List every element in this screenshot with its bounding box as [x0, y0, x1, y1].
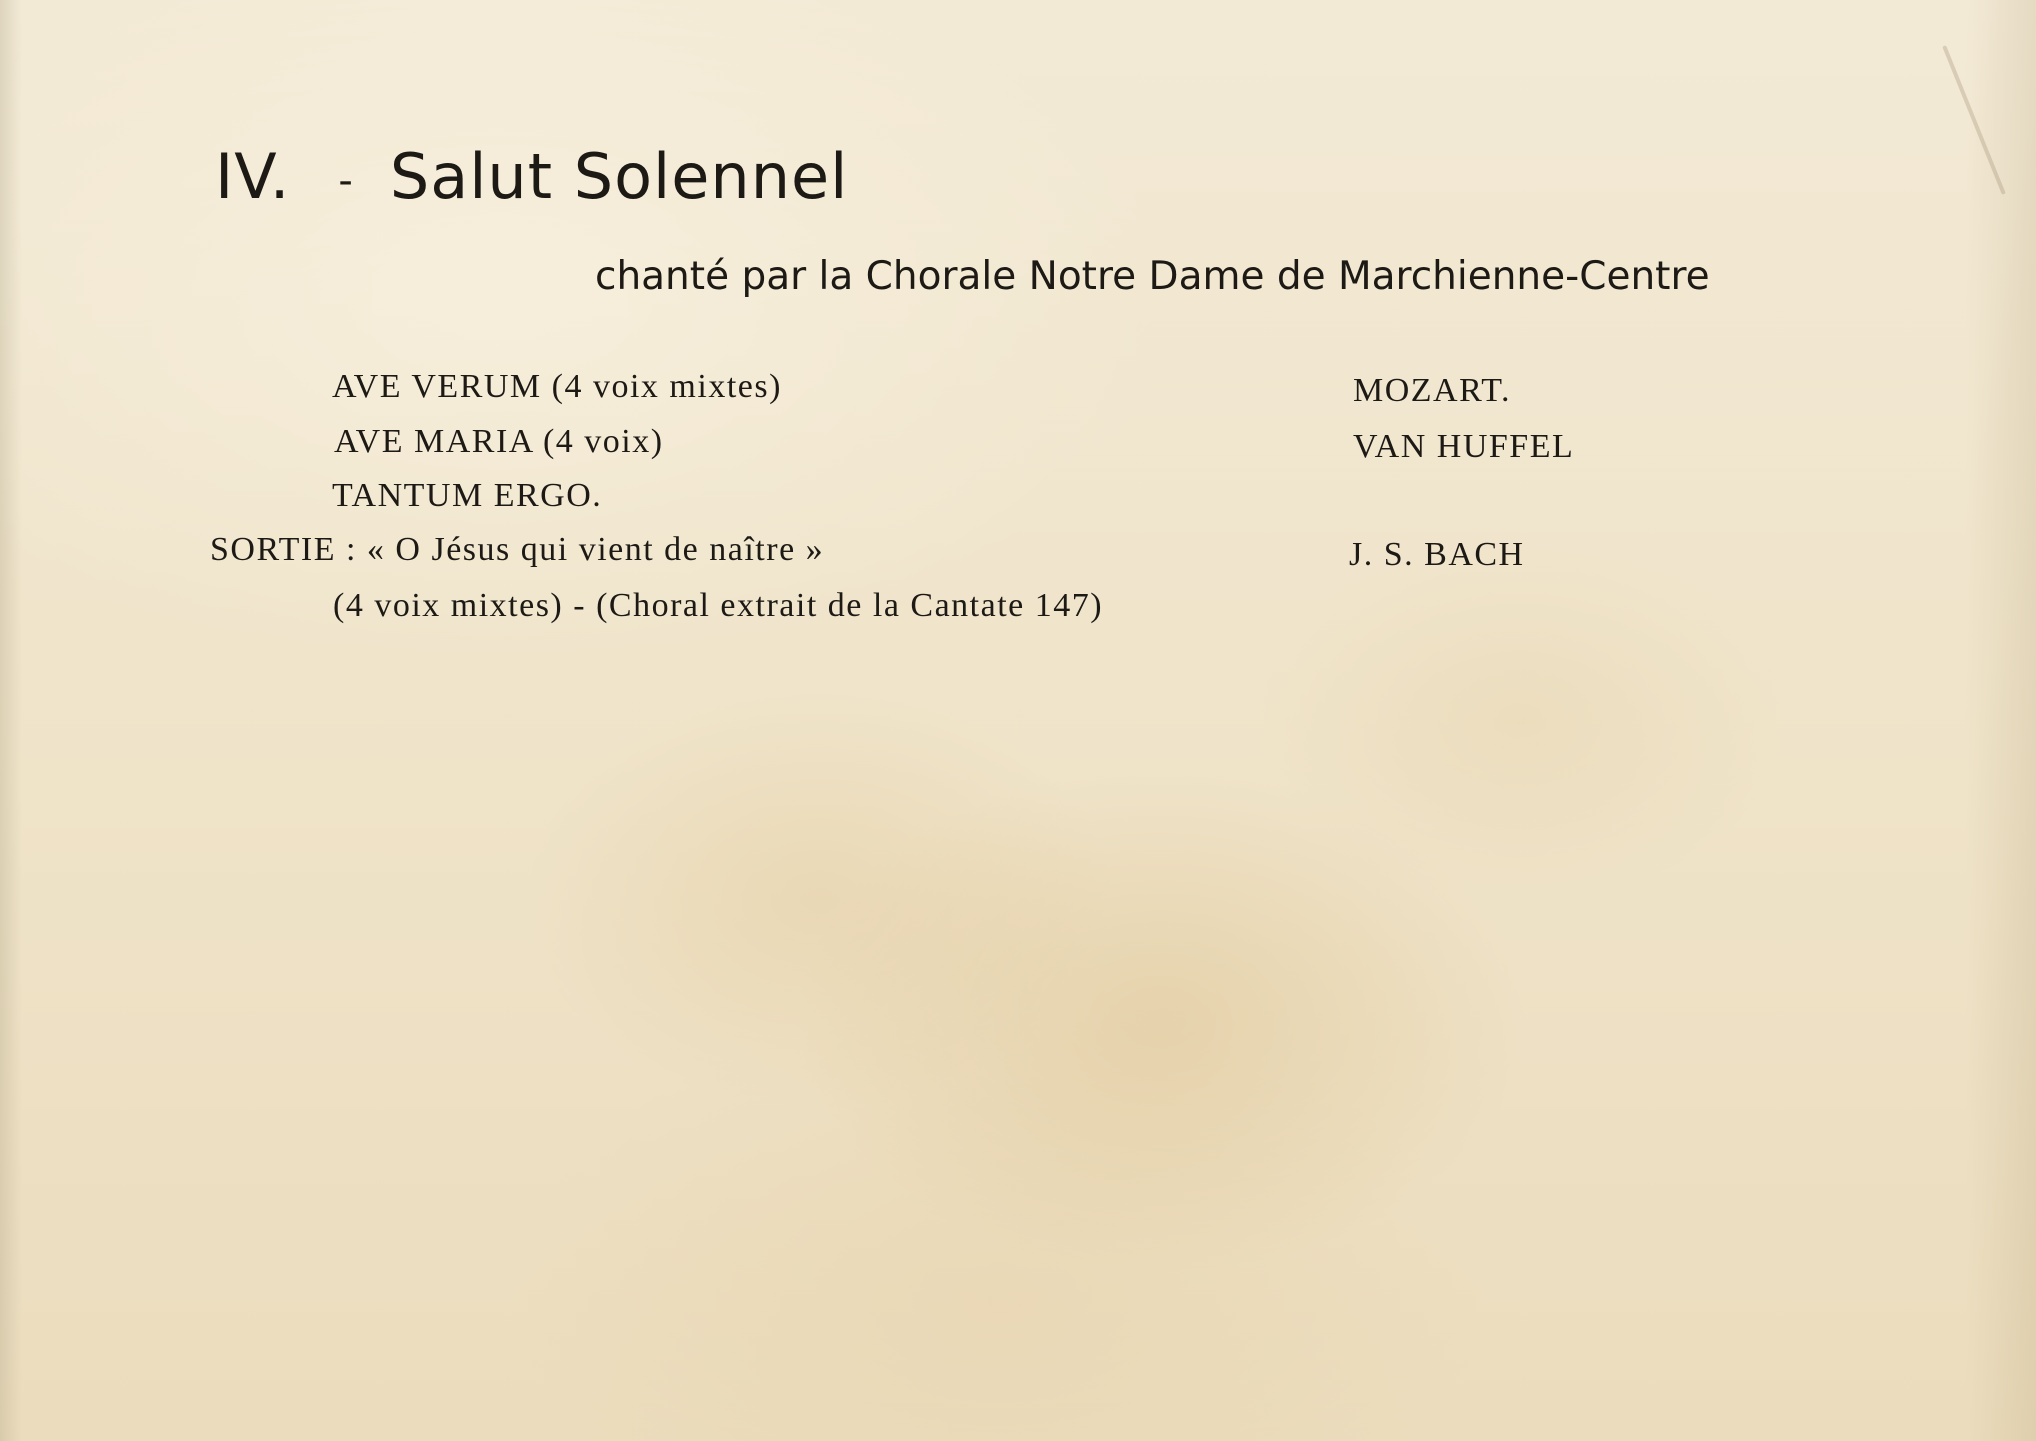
section-numeral: IV.	[215, 140, 291, 213]
composer-mozart: MOZART.	[1353, 372, 1511, 409]
performer-line: chanté par la Chorale Notre Dame de Marchienne-Centre	[595, 254, 1710, 299]
heading-dash: -	[338, 157, 354, 204]
program-item-sortie-note: (4 voix mixtes) - (Choral extrait de la Cantate 147)	[333, 587, 1104, 624]
section-title: Salut Solennel	[389, 140, 849, 213]
program-item-ave-maria: AVE MARIA (4 voix)	[334, 423, 664, 460]
composer-bach: J. S. BACH	[1349, 536, 1525, 573]
program-item-ave-verum: AVE VERUM (4 voix mixtes)	[332, 368, 782, 405]
program-item-sortie: SORTIE : « O Jésus qui vient de naître »	[210, 531, 825, 568]
composer-van-huffel: VAN HUFFEL	[1353, 428, 1575, 465]
program-item-tantum-ergo: TANTUM ERGO.	[332, 477, 603, 514]
